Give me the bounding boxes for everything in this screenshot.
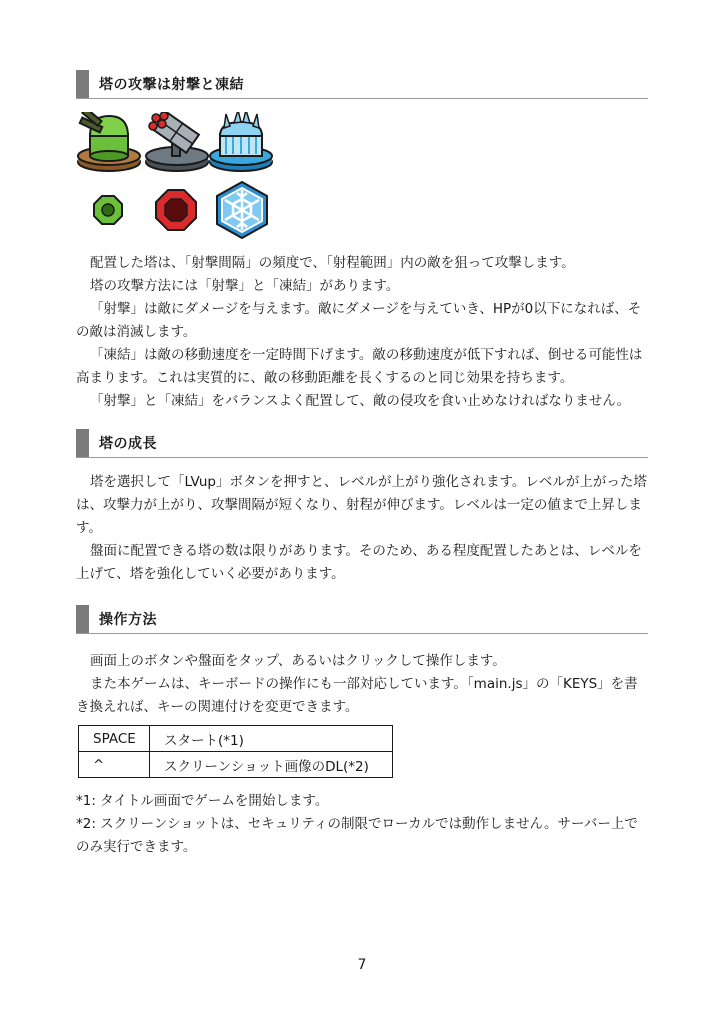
section-title: 塔の成長: [99, 436, 157, 452]
table-row: [79, 726, 393, 752]
footnote: *2: スクリーンショットは、セキュリティの制限でローカルでは動作しません。サーバー上でのみ実行できます。: [76, 816, 638, 855]
heading-bar: [76, 429, 89, 457]
paragraph: 塔の攻撃方法には「射撃」と「凍結」があります。: [90, 278, 400, 294]
section-heading-attack: [76, 70, 648, 99]
paragraph: 盤面に配置できる塔の数は限りがあります。そのため、ある程度配置したあとは、レベルを上げて、塔を強化していく必要があります。: [76, 543, 642, 582]
key-binding-table: [78, 725, 393, 778]
blue-ice-hexagon-chip-icon: [213, 181, 271, 239]
key-cell: ^: [79, 752, 150, 778]
gray-missile-tower-icon: [144, 112, 210, 174]
growth-body: [76, 471, 648, 586]
red-octagon-chip-icon: [155, 189, 197, 231]
heading-bar: [76, 605, 89, 633]
key-cell: SPACE: [79, 726, 150, 752]
table-row: [79, 752, 393, 778]
section-heading-growth: [76, 429, 648, 458]
green-octagon-chip-icon: [93, 195, 123, 225]
footnote: *1: タイトル画面でゲームを開始します。: [76, 793, 329, 809]
section-title: 塔の攻撃は射撃と凍結: [99, 77, 244, 93]
page-number: 7: [357, 957, 367, 973]
action-cell: スタート(*1): [150, 726, 393, 752]
paragraph: 「凍結」は敵の移動速度を一定時間下げます。敵の移動速度が低下すれば、倒せる可能性は高まります。これは実質的に、敵の移動距離を長くするのと同じ効果を持ちます。: [76, 347, 643, 386]
controls-body: [76, 650, 648, 719]
blue-ice-tower-icon: [208, 112, 274, 174]
section-title: 操作方法: [99, 612, 157, 628]
paragraph: また本ゲームは、キーボードの操作にも一部対応しています。「main.js」の「KEYS」を書き換えれば、キーの関連付けを変更できます。: [76, 676, 638, 715]
section-heading-controls: [76, 605, 648, 634]
heading-bar: [76, 70, 89, 98]
attack-body: [76, 252, 648, 413]
footnotes: [76, 790, 648, 859]
paragraph: 画面上のボタンや盤面をタップ、あるいはクリックして操作します。: [90, 653, 506, 669]
paragraph: 塔を選択して「LVup」ボタンを押すと、レベルが上がり強化されます。レベルが上がった塔は、攻撃力が上がり、攻撃間隔が短くなり、射程が伸びます。レベルは一定の値まで上昇します。: [76, 474, 647, 536]
paragraph: 「射撃」は敵にダメージを与えます。敵にダメージを与えていき、HPが0以下になれば、その敵は消滅します。: [76, 301, 642, 340]
paragraph: 配置した塔は、「射撃間隔」の頻度で、「射程範囲」内の敵を狙って攻撃します。: [90, 255, 575, 271]
action-cell: スクリーンショット画像のDL(*2): [150, 752, 393, 778]
paragraph: 「射撃」と「凍結」をバランスよく配置して、敵の侵攻を食い止めなければなりません。: [90, 393, 631, 409]
green-dome-tower-icon: [76, 112, 142, 174]
